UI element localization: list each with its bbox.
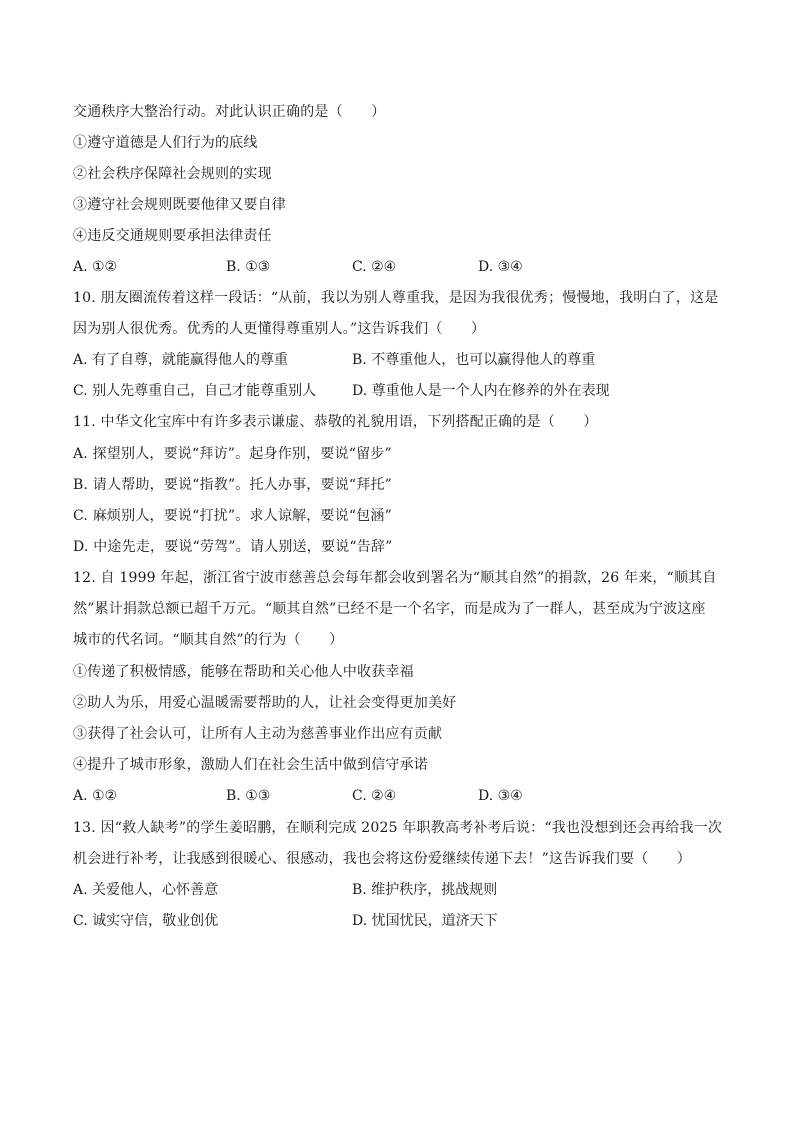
q12-item-2: ②助人为乐，用爱心温暖需要帮助的人，让社会变得更加美好 — [73, 695, 457, 711]
q13-option-b: B. 维护秩序，挑战规则 — [352, 882, 498, 898]
q9-option-c: C. ②④ — [352, 259, 397, 275]
q9-item-2: ②社会秩序保障社会规则的实现 — [73, 166, 272, 182]
q12-stem-line-3: 城市的代名词。“顺其自然”的行为（ ） — [73, 632, 344, 648]
q9-item-3: ③遵守社会规则既要他律又要自律 — [73, 197, 286, 213]
q10-stem-line-2: 因为别人很优秀。优秀的人更懂得尊重别人。”这告诉我们（ ） — [73, 321, 486, 337]
q13-stem-line-1: 13. 因“救人缺考”的学生姜昭鹏，在顺利完成 2025 年职教高考补考后说：“我也没想到还会再给我一次 — [73, 820, 723, 836]
q12-item-3: ③获得了社会认可，让所有人主动为慈善事业作出应有贡献 — [73, 726, 443, 742]
q12-item-1: ①传递了积极情感，能够在帮助和关心他人中收获幸福 — [73, 664, 414, 680]
q9-item-1: ①遵守道德是人们行为的底线 — [73, 135, 258, 151]
q9-stem-tail: 交通秩序大整治行动。对此认识正确的是（ ） — [73, 104, 386, 120]
q11-stem: 11. 中华文化宝库中有许多表示谦虚、恭敬的礼貌用语，下列搭配正确的是（ ） — [73, 414, 598, 430]
q9-option-a: A. ①② — [73, 259, 118, 275]
q13-stem-line-2: 机会进行补考，让我感到很暖心、很感动，我也会将这份爱继续传递下去！”这告诉我们要（ ） — [73, 851, 691, 867]
q9-option-b: B. ①③ — [226, 259, 271, 275]
q12-option-d: D. ③④ — [478, 788, 523, 804]
q13-option-d: D. 忧国忧民，道济天下 — [352, 913, 498, 929]
q11-option-c: C. 麻烦别人，要说“打扰”。求人谅解，要说“包涵” — [73, 508, 392, 524]
q12-option-c: C. ②④ — [352, 788, 397, 804]
q9-item-4: ④违反交通规则要承担法律责任 — [73, 228, 272, 244]
q12-option-b: B. ①③ — [226, 788, 271, 804]
q11-option-a: A. 探望别人，要说“拜访”。起身作别，要说“留步” — [73, 446, 392, 462]
q13-option-c: C. 诚实守信，敬业创优 — [73, 913, 219, 929]
q11-option-b: B. 请人帮助，要说“指教”。托人办事，要说“拜托” — [73, 477, 393, 493]
q12-option-a: A. ①② — [73, 788, 118, 804]
q13-option-a: A. 关爱他人，心怀善意 — [73, 882, 219, 898]
q10-option-d: D. 尊重他人是一个人内在修养的外在表现 — [352, 383, 610, 399]
q10-option-c: C. 别人先尊重自己，自己才能尊重别人 — [73, 383, 317, 399]
q12-stem-line-1: 12. 自 1999 年起，浙江省宁波市慈善总会每年都会收到署名为“顺其自然”的捐款，26 年来，“顺其自 — [73, 570, 717, 586]
q10-option-a: A. 有了自尊，就能赢得他人的尊重 — [73, 352, 289, 368]
q12-stem-line-2: 然”累计捐款总额已超千万元。“顺其自然”已经不是一个名字，而是成为了一群人，甚至成为宁波这座 — [73, 601, 706, 617]
q10-option-b: B. 不尊重他人，也可以赢得他人的尊重 — [352, 352, 596, 368]
q10-stem-line-1: 10. 朋友圈流传着这样一段话：“从前，我以为别人尊重我，是因为我很优秀；慢慢地，我明白了，这是 — [73, 290, 719, 306]
q12-item-4: ④提升了城市形象，激励人们在社会生活中做到信守承诺 — [73, 757, 428, 773]
q11-option-d: D. 中途先走，要说“劳驾”。请人别送，要说“告辞” — [73, 539, 393, 555]
q9-option-d: D. ③④ — [478, 259, 523, 275]
